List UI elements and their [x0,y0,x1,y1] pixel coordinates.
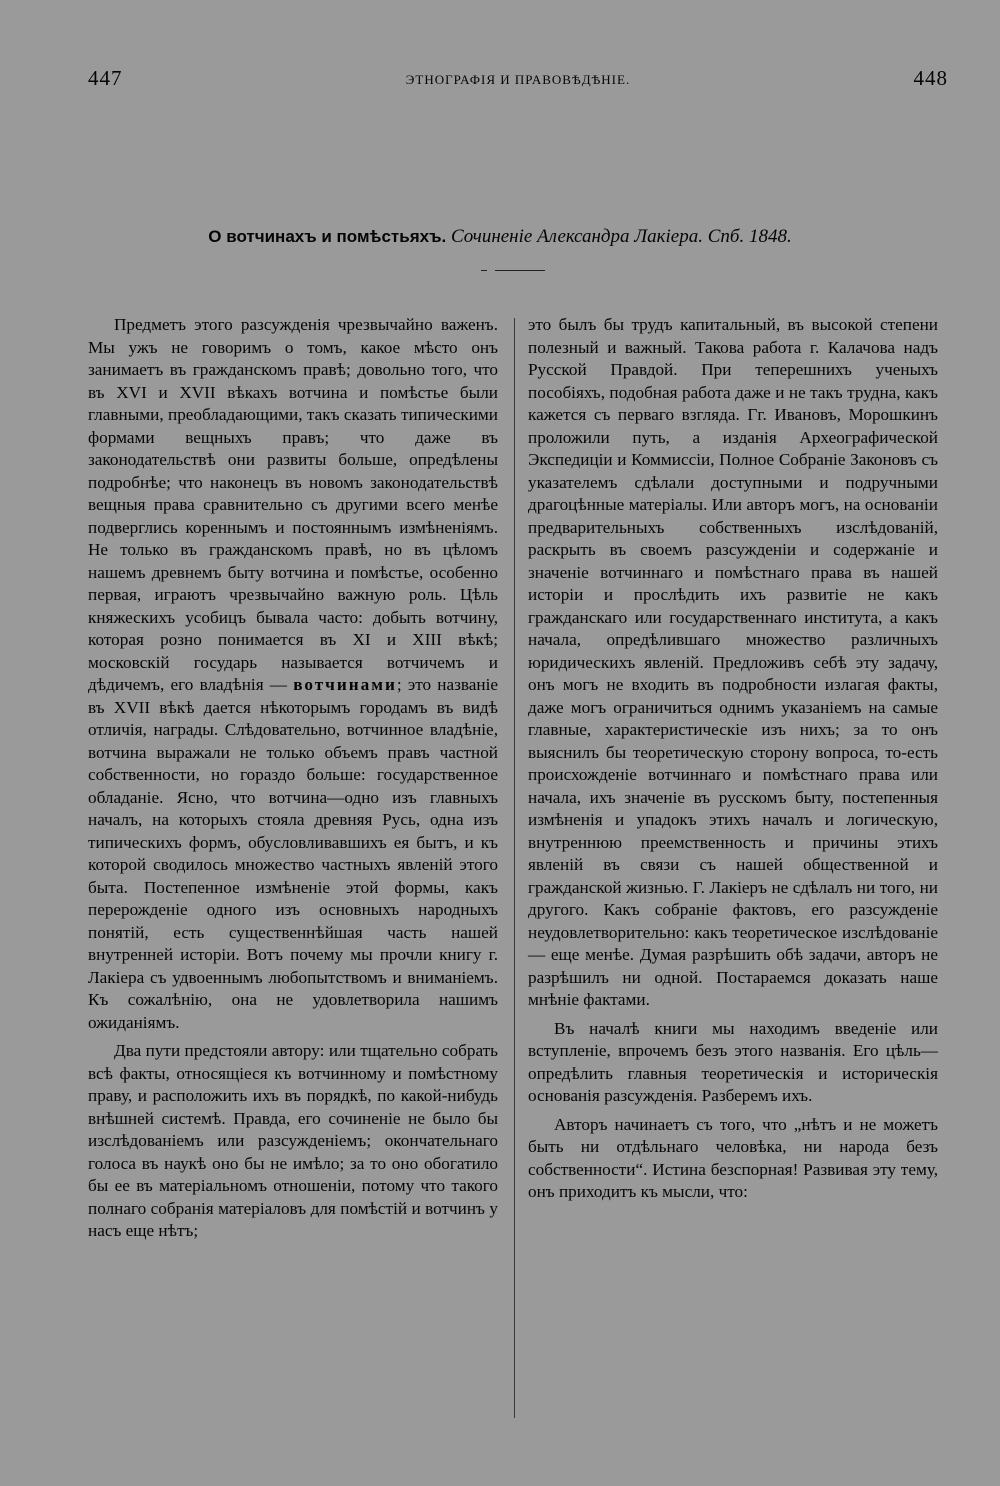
article-title-citation: Сочиненіе Александра Лакіера. Спб. 1848. [450,226,792,247]
right-paragraph-1: это былъ бы трудъ капитальный, въ высокой степени полезный и важный. Такова работа г. Калачова надъ Русской Правдой. При теперешнихъ ученыхъ пособіяхъ, подобная работа даже и не такъ трудна, какъ кажется съ перваго взгляда. Гг. Ивановъ, Морошкинъ проложили путь, а изданія Археографической Экспедиціи и Коммиссіи, Полное Собраніе Законовъ съ указателемъ сдѣлали доступными и подручными драгоцѣнные матеріалы. Или авторъ могъ, на основаніи предварительныхъ собственныхъ изслѣдованій, раскрыть въ своемъ разсужденіи и содержаніе и значеніе вотчиннаго и помѣстнаго права въ нашей исторіи и прослѣдить ихъ развитіе не какъ гражданскаго или государственнаго института, а какъ начала, опредѣлившаго множество различныхъ юридическихъ явленій. Предложивъ себѣ эту задачу, онъ могъ не входить въ подробности излагая факты, даже могъ ограничиться однимъ указаніемъ на самые главные, характеристическіе изъ нихъ; за то онъ выяснилъ бы теоретическую сторону вопроса, то-есть происхожденіе вотчиннаго и помѣстнаго права или начала, ихъ значеніе въ русскомъ быту, постепенныя измѣненія и упадокъ этихъ началъ и логическую, внутреннюю преемственность и причины этихъ явленій въ связи съ нашей общественной и гражданской жизнью. Г. Лакіеръ не сдѣлалъ ни того, ни другого. Какъ собраніе фактовъ, его разсужденіе неудовлетворительно: какъ теоретическое изслѣдованіе— еще менѣе. Думая разрѣшить обѣ задачи, авторъ не разрѣшилъ ни одной. Постараемся доказать наше мнѣніе фактами. [528,315,938,1009]
right-paragraph-3: Авторъ начинаетъ съ того, что „нѣтъ и не можетъ быть ни отдѣльнаго человѣка, ни народа безъ собственности“. Истина безспорная! Развивая эту тему, онъ приходитъ къ мысли, что: [528,1114,938,1201]
article-title [0,226,1000,248]
title-rule-dot [481,270,487,271]
right-column [528,314,938,1210]
running-title: ЭТНОГРАФІЯ И ПРАВОВѢДѢНІЕ. [405,72,631,87]
page-header [88,66,948,96]
left-paragraph-1-rest: ; это названіе въ XVII вѣкѣ дается нѣкоторымъ городамъ въ видѣ отличія, награды. Слѣдовательно, вотчинное владѣніе, вотчина выражали не только объемъ правъ частной собственности, но гораздо больше: государственное обладаніе. Ясно, что вотчина—одно изъ главныхъ началъ, на которыхъ стояла древняя Русь, одна изъ типическихъ формъ, обусловливавшихъ ея бытъ, и къ которой сводилось множество частныхъ явленій этого быта. Постепенное измѣненіе этой формы, какъ перерожденіе одного изъ основныхъ народныхъ понятій, есть существеннѣйшая часть нашей внутренней исторіи. Вотъ почему мы прочли книгу г. Лакіера съ удвоеннымъ любопытствомъ и вниманіемъ. Къ сожалѣнію, она не удовлетворила нашимъ ожиданіямъ. [88,675,499,1032]
article-title-bold: О вотчинахъ и помѣстьяхъ. [208,227,447,246]
left-paragraph-1-text: Предметъ этого разсужденія чрезвычайно важенъ. Мы ужъ не говоримъ о томъ, какое мѣсто онъ занимаетъ въ гражданскомъ правѣ; довольно того, что въ XVI и XVII вѣкахъ вотчина и помѣстье были главными, преобладающими, такъ сказать типическими формами вещныхъ правъ; что даже въ законодательствѣ они развиты больше, опредѣлены подробнѣе; что наконецъ въ новомъ законодательствѣ вещныя права сравнительно съ другими всего менѣе подверглись кореннымъ и постояннымъ измѣненіямъ. Не только въ гражданскомъ правѣ, но въ цѣломъ нашемъ древнемъ быту вотчина и помѣстье, особенно первая, играютъ чрезвычайно важную роль. Цѣль княжескихъ усобицъ бывала часто: добыть вотчину, которая розно понимается въ XI и XIII вѣкѣ; московскій государь называется вотчичемъ и дѣдичемъ, его владѣнія — [88,315,498,694]
left-column [88,314,498,1249]
title-rule [495,270,545,271]
column-divider [514,318,515,1418]
left-paragraph-1 [88,314,498,1034]
left-paragraph-1-emphasis: вотчинами [293,675,397,694]
left-paragraph-2: Два пути предстояли автору: или тщательно собрать всѣ факты, относящіеся къ вотчинному и помѣстному праву, и расположить ихъ въ порядкѣ, по какой-нибудь внѣшней системѣ. Правда, его сочиненіе не было бы изслѣдованіемъ или разсужденіемъ; окончательнаго голоса въ наукѣ оно бы не имѣло; за то оно обогатило бы ее въ матеріальномъ отношеніи, потому что такого полнаго собранія матеріаловъ для помѣстій и вотчинъ у насъ еще нѣтъ; [88,1041,498,1240]
page-number-left: 447 [88,66,123,90]
page-number-right: 448 [913,66,948,90]
right-paragraph-2: Въ началѣ книги мы находимъ введеніе или вступленіе, впрочемъ безъ этого названія. Его цѣль—опредѣлить главныя теоретическія и историческія основанія разсужденія. Разберемъ ихъ. [528,1018,938,1105]
